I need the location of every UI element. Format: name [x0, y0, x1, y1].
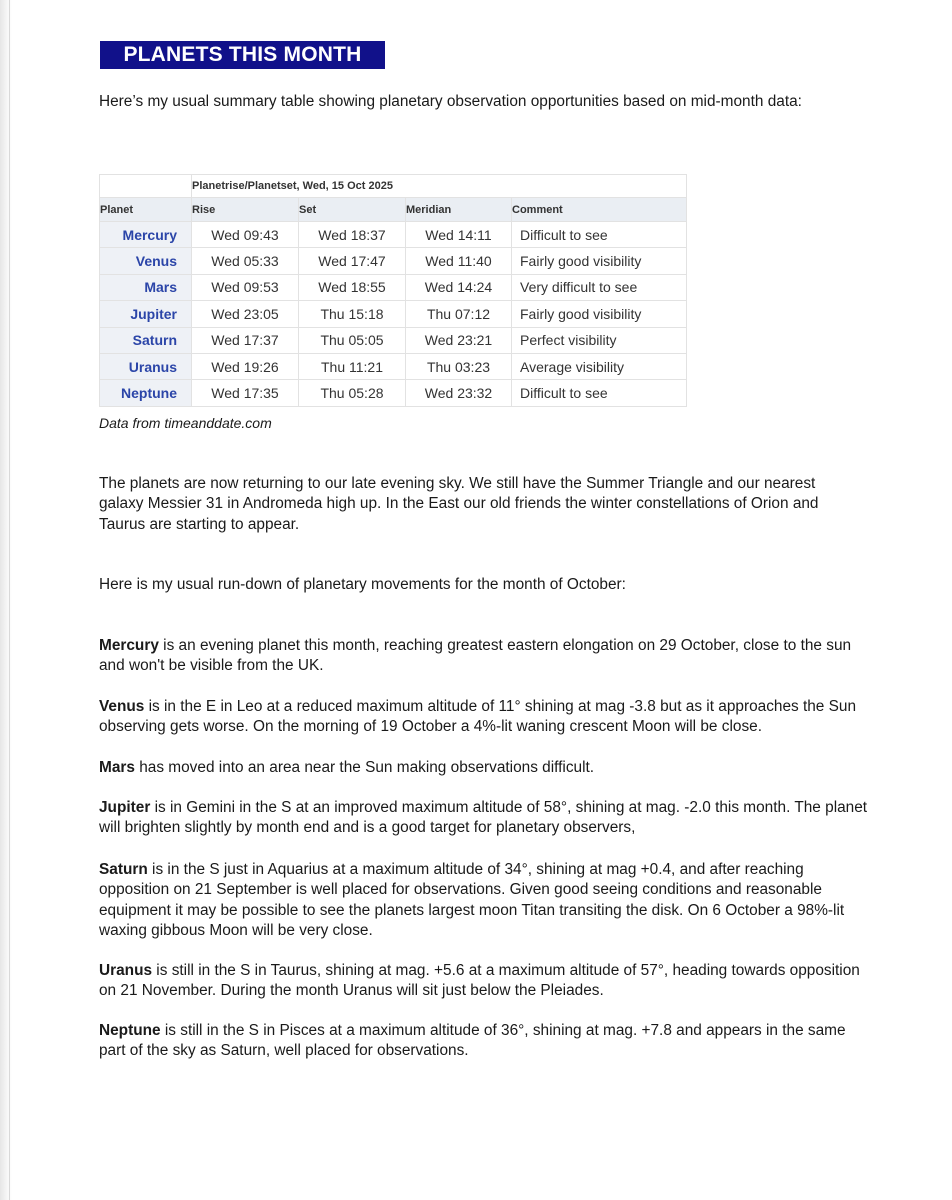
- column-header-comment: Comment: [512, 198, 687, 222]
- planet-name: Venus: [99, 698, 145, 715]
- page-edge-shadow: [0, 0, 12, 1200]
- table-row: [100, 301, 687, 327]
- planet-name-link[interactable]: Saturn: [100, 327, 192, 353]
- planet-name-link[interactable]: Neptune: [100, 380, 192, 406]
- visibility-comment: Difficult to see: [512, 380, 687, 406]
- data-source-caption: Data from timeanddate.com: [99, 415, 272, 431]
- planet-name: Uranus: [99, 962, 153, 979]
- meridian-time: Wed 14:11: [406, 222, 512, 248]
- rise-time: Wed 23:05: [192, 301, 299, 327]
- visibility-comment: Fairly good visibility: [512, 301, 687, 327]
- table-row: [100, 222, 687, 248]
- table-row: [100, 327, 687, 353]
- planet-note-text: is still in the S in Pisces at a maximum altitude of 36°, shining at mag. +7.8 and appears in the same part of the sky as Saturn, well placed for observations.: [99, 1022, 846, 1060]
- planet-name-link[interactable]: Uranus: [100, 353, 192, 379]
- meridian-time: Thu 07:12: [406, 301, 512, 327]
- planet-name: Mars: [99, 759, 135, 776]
- table-header-row: [100, 198, 687, 222]
- meridian-time: Wed 23:32: [406, 380, 512, 406]
- rundown-intro: Here is my usual run-down of planetary movements for the month of October:: [99, 576, 626, 593]
- table-caption: Planetrise/Planetset, Wed, 15 Oct 2025: [192, 175, 687, 198]
- sky-paragraph: The planets are now returning to our late evening sky. We still have the Summer Triangle and our nearest galaxy Messier 31 in Andromeda high up. In the East our old friends the winter constellations of Orion and Taurus are starting to appear.: [99, 475, 819, 533]
- column-header-planet: Planet: [100, 198, 192, 222]
- page-title: PLANETS THIS MONTH: [100, 41, 385, 69]
- uranus-note: [99, 961, 869, 1002]
- set-time: Thu 11:21: [299, 353, 406, 379]
- planet-name: Saturn: [99, 861, 148, 878]
- column-header-rise: Rise: [192, 198, 299, 222]
- set-time: Thu 15:18: [299, 301, 406, 327]
- intro-paragraph: Here’s my usual summary table showing planetary observation opportunities based on mid-month data:: [99, 93, 802, 110]
- planet-table: [99, 174, 687, 407]
- jupiter-note: [99, 798, 869, 839]
- meridian-time: Wed 14:24: [406, 274, 512, 300]
- table-row: [100, 274, 687, 300]
- column-header-set: Set: [299, 198, 406, 222]
- planet-note-text: is in Gemini in the S at an improved maximum altitude of 58°, shining at mag. -2.0 this month. The planet will brighten slightly by month end and is a good target for planetary observers,: [99, 799, 868, 837]
- meridian-time: Wed 23:21: [406, 327, 512, 353]
- set-time: Wed 18:37: [299, 222, 406, 248]
- planet-name-link[interactable]: Jupiter: [100, 301, 192, 327]
- planet-note-text: is in the S just in Aquarius at a maximum altitude of 34°, shining at mag +0.4, and after reaching opposition on 21 September is well placed for observations. Given good seeing conditions and reasonable equipment it may be possible to see the planets largest moon Titan transiting the disk. On 6 October a 98%-lit waxing gibbous Moon will be very close.: [99, 861, 845, 939]
- visibility-comment: Very difficult to see: [512, 274, 687, 300]
- planet-note-text: is an evening planet this month, reaching greatest eastern elongation on 29 October, close to the sun and won't be visible from the UK.: [99, 637, 852, 675]
- planet-note-text: is in the E in Leo at a reduced maximum altitude of 11° shining at mag -3.8 but as it approaches the Sun observing gets worse. On the morning of 19 October a 4%-lit waning crescent Moon will be close.: [99, 698, 857, 736]
- visibility-comment: Fairly good visibility: [512, 248, 687, 274]
- rise-time: Wed 09:53: [192, 274, 299, 300]
- visibility-comment: Perfect visibility: [512, 327, 687, 353]
- planet-name: Neptune: [99, 1022, 161, 1039]
- planet-note-text: is still in the S in Taurus, shining at mag. +5.6 at a maximum altitude of 57°, heading towards opposition on 21 November. During the month Uranus will sit just below the Pleiades.: [99, 962, 860, 1000]
- planet-name-link[interactable]: Venus: [100, 248, 192, 274]
- meridian-time: Thu 03:23: [406, 353, 512, 379]
- visibility-comment: Difficult to see: [512, 222, 687, 248]
- saturn-note: [99, 860, 869, 941]
- mars-note: [99, 758, 869, 778]
- rise-time: Wed 17:35: [192, 380, 299, 406]
- rise-time: Wed 09:43: [192, 222, 299, 248]
- table-row: [100, 248, 687, 274]
- table-caption-spacer: [100, 175, 192, 198]
- planet-name: Jupiter: [99, 799, 151, 816]
- mercury-note: [99, 636, 864, 677]
- planet-name: Mercury: [99, 637, 159, 654]
- visibility-comment: Average visibility: [512, 353, 687, 379]
- set-time: Thu 05:05: [299, 327, 406, 353]
- rise-time: Wed 17:37: [192, 327, 299, 353]
- venus-note: [99, 697, 869, 738]
- set-time: Wed 18:55: [299, 274, 406, 300]
- neptune-note: [99, 1021, 859, 1062]
- table-row: [100, 353, 687, 379]
- rise-time: Wed 19:26: [192, 353, 299, 379]
- table-row: [100, 380, 687, 406]
- planet-note-text: has moved into an area near the Sun making observations difficult.: [134, 759, 595, 776]
- table-caption-row: [100, 175, 687, 198]
- set-time: Thu 05:28: [299, 380, 406, 406]
- meridian-time: Wed 11:40: [406, 248, 512, 274]
- column-header-meridian: Meridian: [406, 198, 512, 222]
- planet-name-link[interactable]: Mars: [100, 274, 192, 300]
- rise-time: Wed 05:33: [192, 248, 299, 274]
- planet-name-link[interactable]: Mercury: [100, 222, 192, 248]
- set-time: Wed 17:47: [299, 248, 406, 274]
